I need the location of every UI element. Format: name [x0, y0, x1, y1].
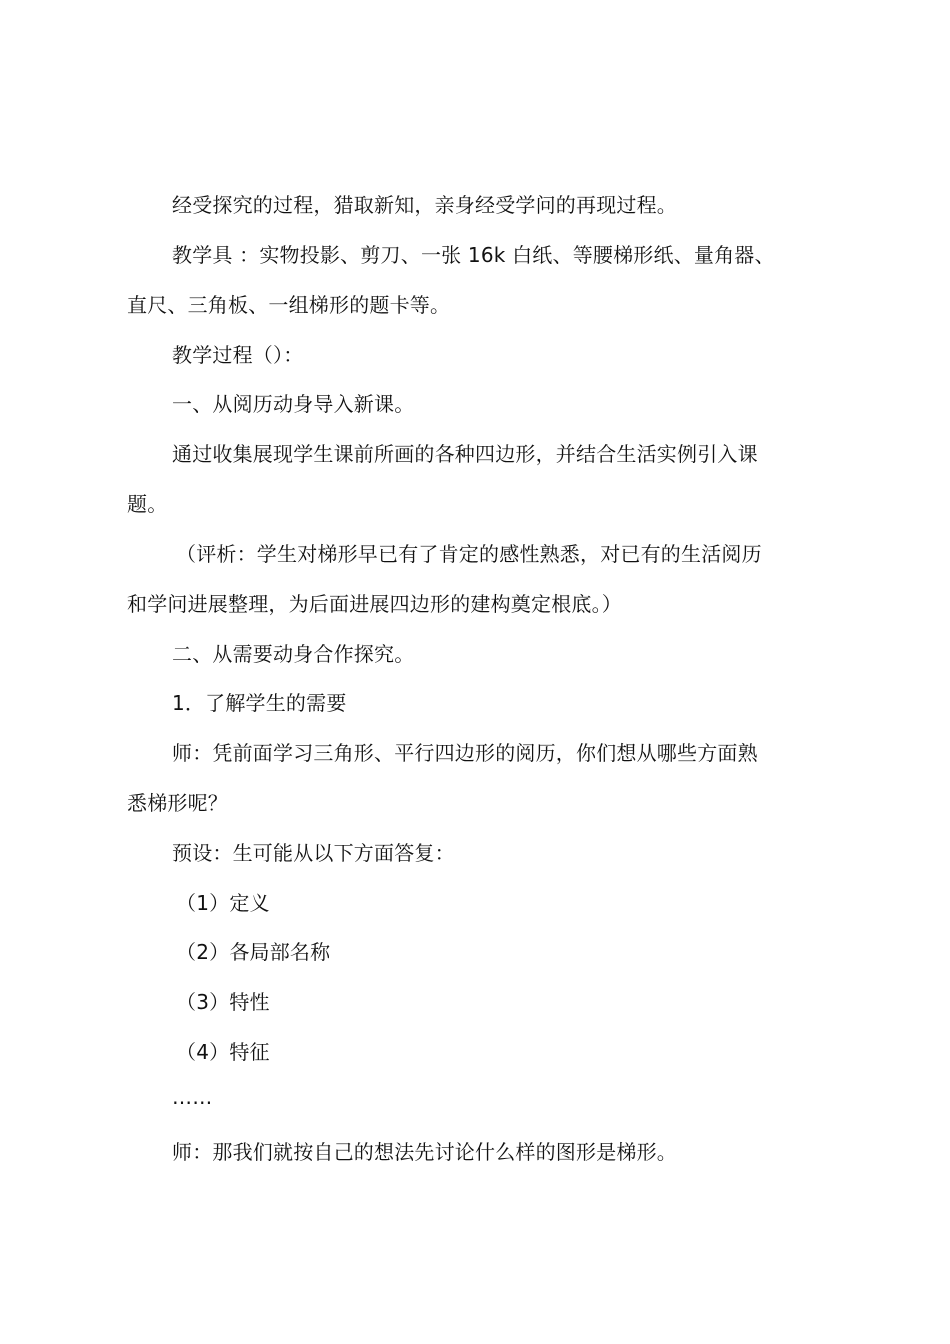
- paragraph-line: 教学过程（）：: [172, 343, 304, 367]
- paragraph-line: （评析：学生对梯形早已有了肯定的感性熟悉，对已有的生活阅历: [176, 542, 762, 566]
- paragraph-line: 经受探究的过程，猎取新知，亲身经受学问的再现过程。: [172, 193, 677, 217]
- paragraph-line: 师：那我们就按自己的想法先讨论什么样的图形是梯形。: [172, 1140, 677, 1164]
- list-item: （2）各局部名称: [176, 940, 331, 964]
- paragraph-line: 预设：生可能从以下方面答复：: [172, 841, 455, 865]
- list-item: （4）特征: [176, 1040, 270, 1064]
- paragraph-line: 直尺、三角板、一组梯形的题卡等。: [127, 293, 451, 317]
- paragraph-line: 题。: [127, 492, 168, 516]
- paragraph-line: 教学具 ：实物投影、剪刀、一张 16k 白纸、等腰梯形纸、量角器、: [172, 243, 775, 267]
- paragraph-line: 师：凭前面学习三角形、平行四边形的阅历，你们想从哪些方面熟: [172, 741, 758, 765]
- paragraph-line: 通过收集展现学生课前所画的各种四边形，并结合生活实例引入课: [172, 442, 758, 466]
- paragraph-line: 1．了解学生的需要: [172, 691, 347, 715]
- paragraph-line: 悉梯形呢？: [127, 791, 228, 815]
- paragraph-line: 二、从需要动身合作探究。: [172, 642, 415, 666]
- list-item: （3）特性: [176, 990, 270, 1014]
- ellipsis-line: ……: [172, 1085, 213, 1109]
- paragraph-line: 一、从阅历动身导入新课。: [172, 392, 415, 416]
- list-item: （1）定义: [176, 891, 270, 915]
- paragraph-line: 和学问进展整理，为后面进展四边形的建构奠定根底。）: [127, 592, 622, 616]
